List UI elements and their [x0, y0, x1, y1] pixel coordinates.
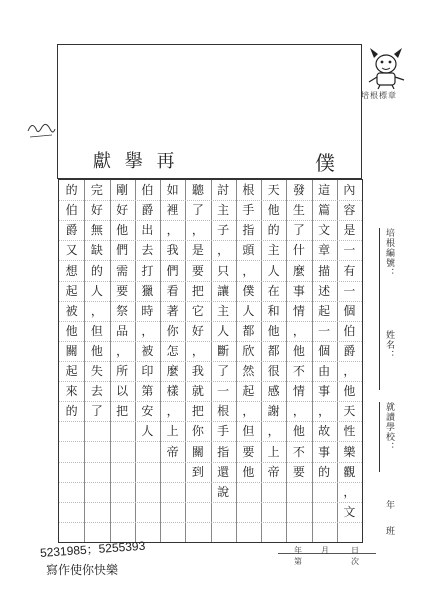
essay-character: 它 — [191, 303, 204, 318]
essay-character: 樣 — [166, 384, 179, 399]
essay-character: 起 — [65, 364, 78, 379]
essay-character: ， — [292, 404, 305, 419]
essay-character: 一 — [217, 384, 230, 399]
essay-character: 要 — [191, 263, 204, 278]
essay-character: ， — [318, 404, 331, 419]
student-id-line — [379, 228, 380, 338]
essay-character: 人 — [267, 263, 280, 278]
essay-character: 但 — [90, 323, 103, 338]
essay-character: 事 — [318, 384, 331, 399]
grid-row-line — [59, 482, 362, 483]
essay-character: 手 — [217, 424, 230, 439]
essay-character: 又 — [65, 243, 78, 258]
essay-character: ， — [343, 364, 356, 379]
essay-character: 說 — [217, 484, 230, 499]
essay-character: 了 — [191, 203, 204, 218]
essay-character: 他 — [267, 203, 280, 218]
essay-character: 安 — [141, 404, 154, 419]
essay-character: 討 — [217, 183, 230, 198]
essay-character: 人 — [141, 424, 154, 439]
essay-character: 我 — [166, 243, 179, 258]
essay-character: 人 — [90, 283, 103, 298]
essay-character: 是 — [343, 223, 356, 238]
grid-lines — [59, 180, 362, 542]
essay-character: 指 — [242, 223, 255, 238]
essay-character: 你 — [191, 424, 204, 439]
essay-character: 由 — [318, 364, 331, 379]
essay-character: 伯 — [141, 183, 154, 198]
essay-character: 章 — [318, 243, 331, 258]
essay-character: ， — [141, 323, 154, 338]
essay-character: 然 — [242, 364, 255, 379]
essay-character: 上 — [166, 424, 179, 439]
essay-character: 欣 — [242, 343, 255, 358]
essay-character: 爵 — [141, 203, 154, 218]
essay-character: 根 — [242, 183, 255, 198]
essay-character: 子 — [217, 223, 230, 238]
essay-character: 和 — [267, 303, 280, 318]
essay-character: 觀 — [343, 464, 356, 479]
essay-character: 們 — [166, 263, 179, 278]
essay-character: ， — [90, 303, 103, 318]
essay-character: 了 — [217, 364, 230, 379]
essay-character: 的 — [318, 464, 331, 479]
essay-character: 感 — [267, 384, 280, 399]
essay-character: 無 — [90, 223, 103, 238]
essay-character: 他 — [116, 223, 129, 238]
essay-character: 情 — [292, 303, 305, 318]
essay-character: 上 — [267, 444, 280, 459]
essay-character: 還 — [217, 464, 230, 479]
essay-character: 聽 — [191, 183, 204, 198]
date-times: 次 — [351, 557, 359, 566]
essay-character: 著 — [166, 303, 179, 318]
essay-character: 麼 — [166, 364, 179, 379]
essay-character: 的 — [65, 404, 78, 419]
essay-character: 好 — [90, 203, 103, 218]
essay-character: 樂 — [343, 444, 356, 459]
grid-row-line — [59, 522, 362, 523]
essay-character: 出 — [141, 223, 154, 238]
essay-character: 他 — [292, 424, 305, 439]
date-day: 日 — [351, 546, 359, 555]
essay-character: 帝 — [267, 464, 280, 479]
mascot-icon — [364, 42, 410, 90]
essay-character: 完 — [90, 183, 103, 198]
essay-character: 起 — [318, 303, 331, 318]
essay-character: 一 — [343, 243, 356, 258]
essay-character: ， — [217, 243, 230, 258]
essay-character: 他 — [65, 323, 78, 338]
essay-character: 主 — [217, 203, 230, 218]
essay-character: 關 — [191, 444, 204, 459]
essay-character: ， — [292, 323, 305, 338]
essay-character: 所 — [116, 364, 129, 379]
essay-character: 謝 — [267, 404, 280, 419]
essay-character: 都 — [267, 343, 280, 358]
essay-author: 僕 — [315, 151, 335, 175]
essay-character: 要 — [242, 444, 255, 459]
essay-character: 根 — [217, 404, 230, 419]
essay-character: 只 — [217, 263, 230, 278]
essay-character: 但 — [242, 424, 255, 439]
essay-title: 獻 擧 再 — [93, 151, 179, 172]
teacher-comment-box — [57, 44, 362, 179]
essay-character: 剛 — [116, 183, 129, 198]
essay-character: 祭 — [116, 303, 129, 318]
grade-label: 年 — [384, 500, 394, 510]
essay-character: 述 — [318, 283, 331, 298]
essay-character: 第 — [141, 384, 154, 399]
essay-character: 你 — [166, 323, 179, 338]
essay-character: 想 — [65, 263, 78, 278]
essay-character: 以 — [116, 384, 129, 399]
essay-character: 了 — [90, 404, 103, 419]
essay-character: 篇 — [318, 203, 331, 218]
essay-character: ， — [191, 223, 204, 238]
essay-character: 一 — [318, 323, 331, 338]
essay-character: 打 — [141, 263, 154, 278]
essay-character: 都 — [242, 323, 255, 338]
essay-character: 的 — [267, 223, 280, 238]
essay-character: 內 — [343, 183, 356, 198]
mascot-caption: 培根標章 — [361, 91, 397, 100]
essay-character: 文 — [343, 504, 356, 519]
essay-character: 要 — [116, 283, 129, 298]
essay-character: 去 — [141, 243, 154, 258]
essay-character: 他 — [343, 384, 356, 399]
essay-title-row — [68, 147, 351, 175]
essay-character: 不 — [292, 364, 305, 379]
essay-character: 故 — [318, 424, 331, 439]
essay-character: 爵 — [65, 223, 78, 238]
essay-character: 描 — [318, 263, 331, 278]
essay-character: 了 — [292, 223, 305, 238]
essay-character: ， — [166, 404, 179, 419]
essay-character: 文 — [318, 223, 331, 238]
essay-character: 的 — [65, 183, 78, 198]
essay-character: 要 — [292, 464, 305, 479]
essay-character: 手 — [242, 203, 255, 218]
essay-character: 他 — [90, 343, 103, 358]
essay-character: 主 — [267, 243, 280, 258]
essay-character: 麼 — [292, 263, 305, 278]
essay-character: 起 — [242, 384, 255, 399]
essay-character: 好 — [116, 203, 129, 218]
essay-character: 時 — [141, 303, 154, 318]
essay-character: 是 — [191, 243, 204, 258]
essay-character: ， — [166, 223, 179, 238]
essay-character: 讓 — [217, 283, 230, 298]
essay-character: 把 — [116, 404, 129, 419]
essay-character: 去 — [90, 384, 103, 399]
essay-character: 怎 — [166, 343, 179, 358]
student-name-label: 姓名： — [384, 330, 394, 360]
essay-character: 好 — [191, 323, 204, 338]
essay-character: 印 — [141, 364, 154, 379]
essay-character: 起 — [65, 283, 78, 298]
essay-character: 在 — [267, 283, 280, 298]
student-id-label: 培根編號： — [384, 228, 394, 278]
essay-character: 這 — [318, 183, 331, 198]
essay-character: 事 — [292, 283, 305, 298]
grid-row-line — [59, 502, 362, 503]
essay-character: 他 — [267, 323, 280, 338]
margin-scribble-icon — [26, 119, 56, 141]
essay-character: 伯 — [343, 323, 356, 338]
essay-character: 人 — [242, 303, 255, 318]
essay-character: 他 — [242, 464, 255, 479]
essay-character: ， — [191, 343, 204, 358]
essay-character: 發 — [292, 183, 305, 198]
essay-character: 天 — [267, 183, 280, 198]
essay-character: 看 — [166, 283, 179, 298]
essay-character: 就 — [191, 384, 204, 399]
class-label: 班 — [384, 526, 394, 536]
essay-character: 失 — [90, 364, 103, 379]
essay-character: 被 — [141, 343, 154, 358]
essay-character: 們 — [116, 243, 129, 258]
essay-character: 獵 — [141, 283, 154, 298]
essay-character: 來 — [65, 384, 78, 399]
essay-character: ， — [242, 404, 255, 419]
essay-character: 缺 — [90, 243, 103, 258]
essay-character: 裡 — [166, 203, 179, 218]
essay-character: 事 — [318, 444, 331, 459]
school-line — [379, 402, 380, 472]
essay-character: 性 — [343, 424, 356, 439]
essay-character: 把 — [191, 283, 204, 298]
essay-character: 被 — [65, 303, 78, 318]
essay-character: 爵 — [343, 343, 356, 358]
essay-character: 天 — [343, 404, 356, 419]
essay-character: 需 — [116, 263, 129, 278]
essay-character: ， — [267, 424, 280, 439]
essay-character: ， — [242, 263, 255, 278]
essay-character: 很 — [267, 364, 280, 379]
essay-character: 關 — [65, 343, 78, 358]
essay-character: 我 — [191, 364, 204, 379]
essay-character: 的 — [90, 263, 103, 278]
essay-character: ， — [116, 343, 129, 358]
essay-character: 容 — [343, 203, 356, 218]
writing-grid — [58, 179, 363, 543]
date-month: 月 — [321, 546, 329, 555]
essay-character: 不 — [292, 444, 305, 459]
essay-character: 指 — [217, 444, 230, 459]
essay-character: 個 — [318, 343, 331, 358]
date-order: 第 — [294, 557, 302, 566]
essay-character: 什 — [292, 243, 305, 258]
contact-phone: 5231985；5255393 — [39, 538, 146, 560]
essay-character: 頭 — [242, 243, 255, 258]
slogan: 寫作使你快樂 — [46, 563, 119, 577]
essay-character: 生 — [292, 203, 305, 218]
essay-character: 品 — [116, 323, 129, 338]
essay-character: 到 — [191, 464, 204, 479]
date-year: 年 — [294, 546, 302, 555]
essay-character: ， — [343, 484, 356, 499]
essay-character: 伯 — [65, 203, 78, 218]
school-label: 就讀學校： — [384, 402, 394, 452]
essay-character: 把 — [191, 404, 204, 419]
essay-character: 主 — [217, 303, 230, 318]
essay-character: 人 — [217, 323, 230, 338]
essay-character: 他 — [292, 343, 305, 358]
essay-character: 僕 — [242, 283, 255, 298]
student-name-line — [379, 330, 380, 390]
essay-character: 斷 — [217, 343, 230, 358]
essay-character: 情 — [292, 384, 305, 399]
essay-character: 個 — [343, 303, 356, 318]
essay-character: 一 — [343, 283, 356, 298]
essay-character: 帝 — [166, 444, 179, 459]
essay-character: 如 — [166, 183, 179, 198]
essay-character: 有 — [343, 263, 356, 278]
